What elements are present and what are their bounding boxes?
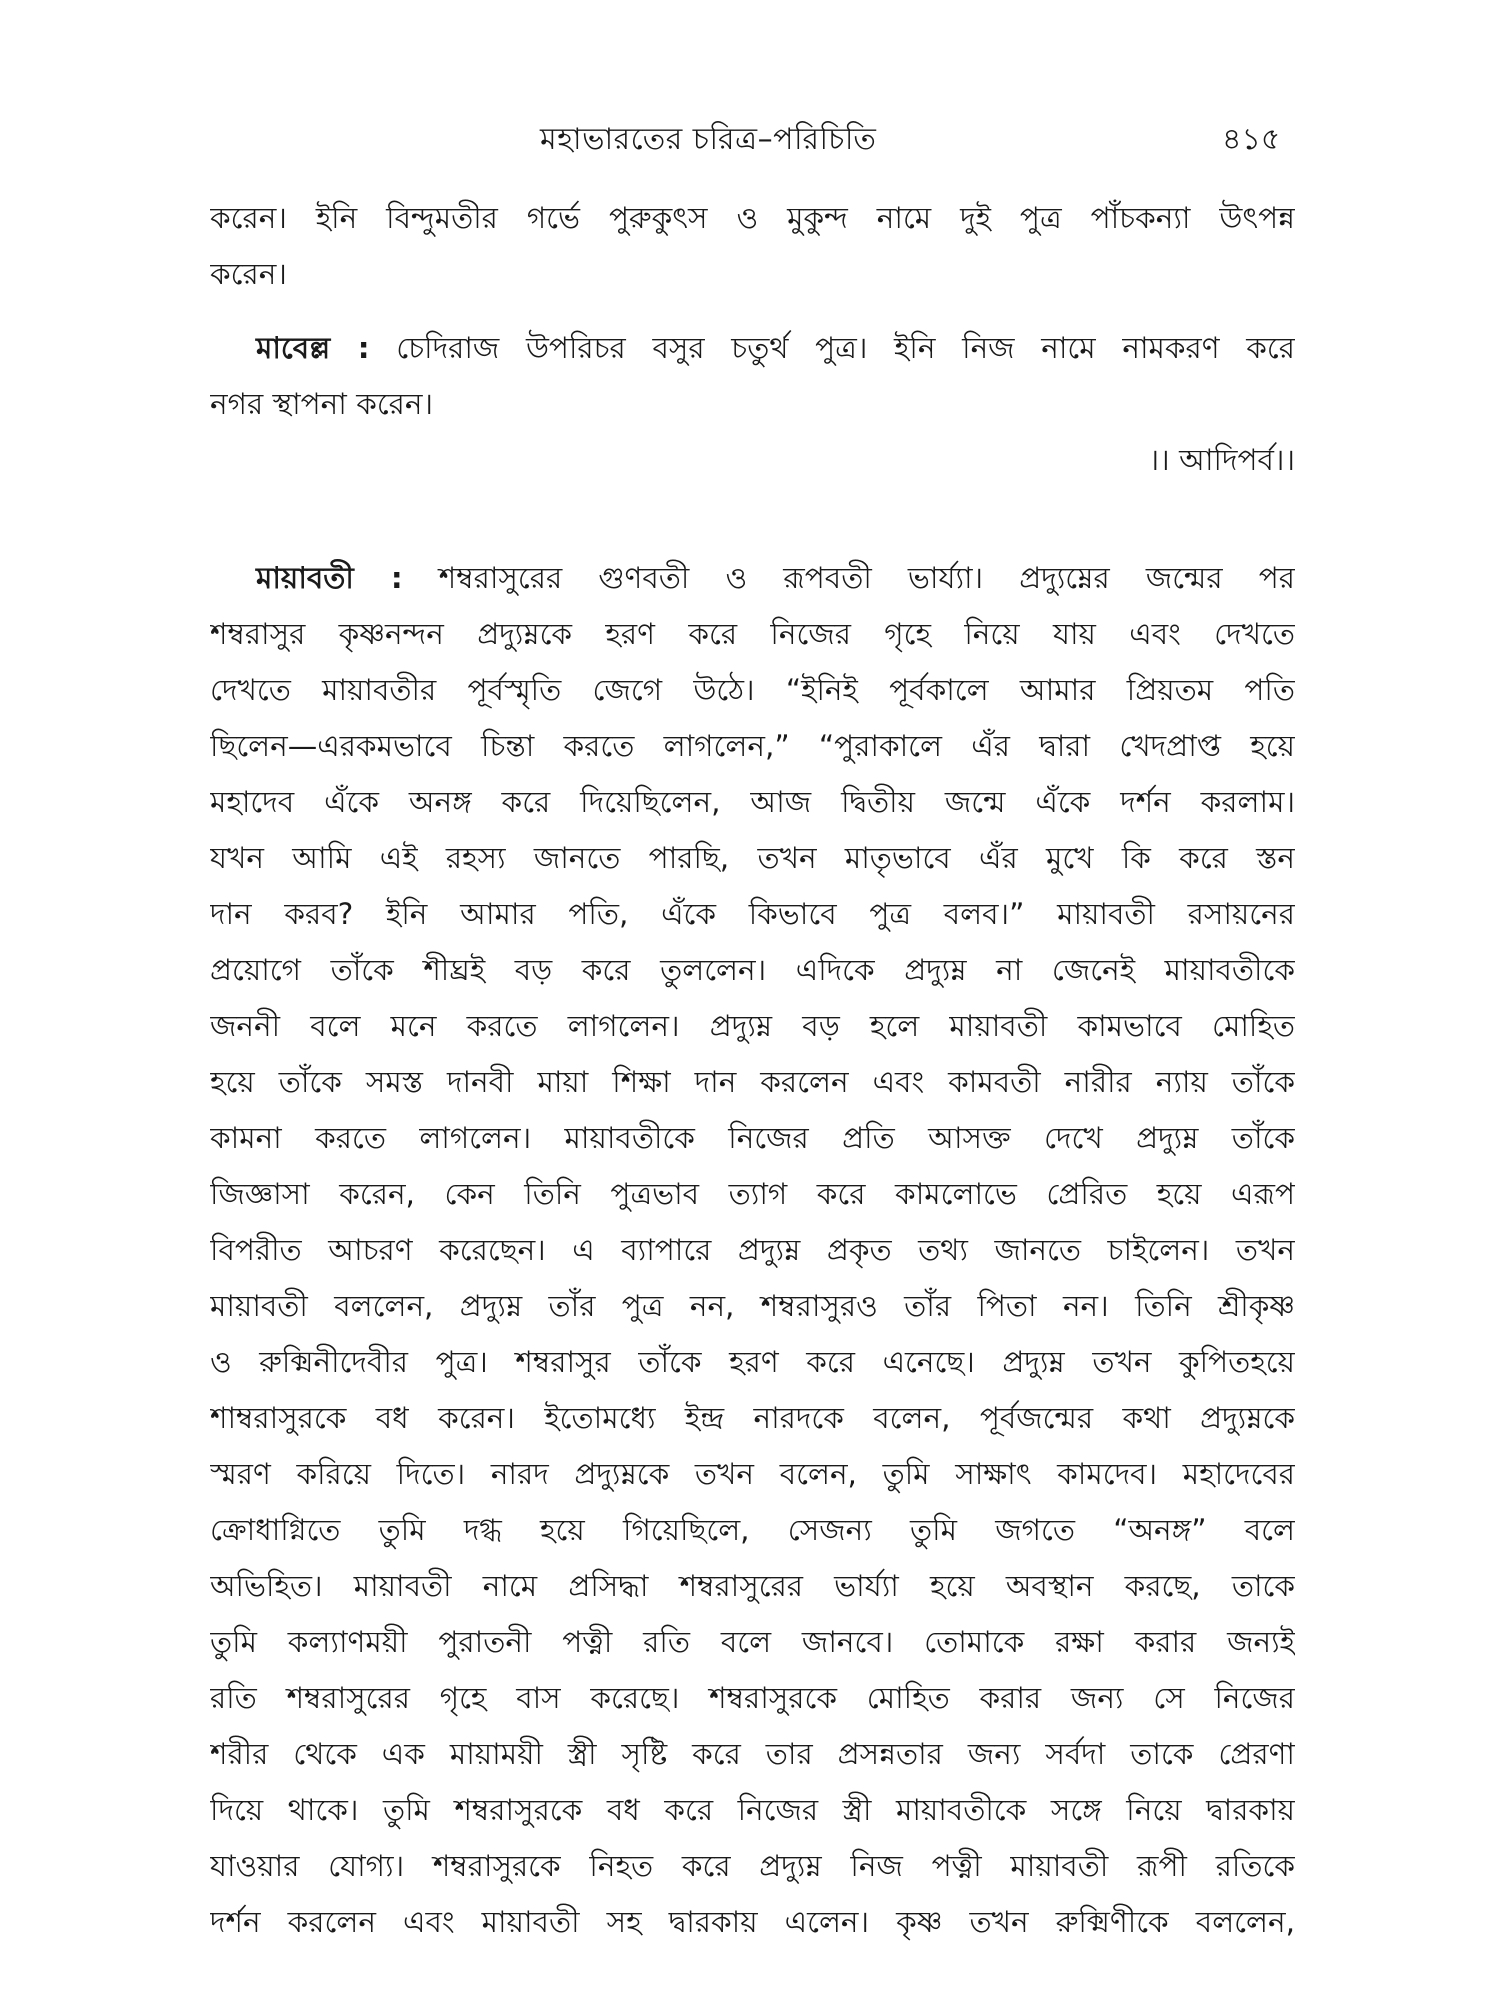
text-line: করেন। ইনি বিন্দুমতীর গর্ভে পুরুকুৎস ও মুকুন্দ নামে দুই পুত্র পাঁচকন্যা উৎপন্ন xyxy=(210,201,1295,235)
text-line: জননী বলে মনে করতে লাগলেন। প্রদ্যুম্ন বড় হলে মায়াবতী কামভাবে মোহিত xyxy=(210,1009,1295,1043)
text-line: শম্বরাসুরের গুণবতী ও রূপবতী ভার্য্যা। প্রদ্যুম্নের জন্মের পর xyxy=(402,561,1295,595)
source-citation: ।। আদিপর্ব।। xyxy=(1148,443,1295,477)
running-title: মহাভারতের চরিত্র–পরিচিতি xyxy=(540,122,877,157)
text-line: বিপরীত আচরণ করেছেন। এ ব্যাপারে প্রদ্যুম্ন প্রকৃত তথ্য জানতে চাইলেন। তখন xyxy=(210,1233,1295,1267)
text-line: করেন। xyxy=(210,257,287,291)
text-line: চেদিরাজ উপরিচর বসুর চতুর্থ পুত্র। ইনি নিজ নামে নামকরণ করে xyxy=(369,331,1295,365)
text-line: শাম্বরাসুরকে বধ করেন। ইতোমধ্যে ইন্দ্র নারদকে বলেন, পূর্বজন্মের কথা প্রদ্যুম্নকে xyxy=(210,1401,1295,1435)
text-line: যাওয়ার যোগ্য। শম্বরাসুরকে নিহত করে প্রদ্যুম্ন নিজ পত্নী মায়াবতী রূপী রতিকে xyxy=(210,1849,1295,1883)
text-line: জিজ্ঞাসা করেন, কেন তিনি পুত্রভাব ত্যাগ করে কামলোভে প্রেরিত হয়ে এরূপ xyxy=(210,1177,1295,1211)
page-body xyxy=(210,190,1295,1950)
text-line: দর্শন করলেন এবং মায়াবতী সহ দ্বারকায় এলেন। কৃষ্ণ তখন রুক্মিণীকে বললেন, xyxy=(210,1905,1295,1939)
text-line: যখন আমি এই রহস্য জানতে পারছি, তখন মাতৃভাবে এঁর মুখে কি করে স্তন xyxy=(210,841,1295,875)
text-line: নগর স্থাপনা করেন। xyxy=(210,387,434,421)
continued-paragraph xyxy=(210,190,1295,302)
text-line: অভিহিত। মায়াবতী নামে প্রসিদ্ধা শম্বরাসুরের ভার্য্যা হয়ে অবস্থান করছে, তাকে xyxy=(210,1569,1295,1603)
entry-term: মায়াবতী : xyxy=(256,561,403,595)
text-line: দিয়ে থাকে। তুমি শম্বরাসুরকে বধ করে নিজের স্ত্রী মায়াবতীকে সঙ্গে নিয়ে দ্বারকায় xyxy=(210,1793,1295,1827)
text-line: মায়াবতী বললেন, প্রদ্যুম্ন তাঁর পুত্র নন, শম্বরাসুরও তাঁর পিতা নন। তিনি শ্রীকৃষ্ণ xyxy=(210,1289,1295,1323)
text-line: তুমি কল্যাণময়ী পুরাতনী পত্নী রতি বলে জানবে। তোমাকে রক্ষা করার জন্যই xyxy=(210,1625,1295,1659)
page-number: ৪১৫ xyxy=(1222,122,1281,157)
entry-first-line xyxy=(210,550,1295,606)
entry-term: মাবেল্ল : xyxy=(256,331,370,365)
text-line: ছিলেন—এরকমভাবে চিন্তা করতে লাগলেন,” “পুরাকালে এঁর দ্বারা খেদপ্রাপ্ত হয়ে xyxy=(210,729,1295,763)
text-line: রতি শম্বরাসুরের গৃহে বাস করেছে। শম্বরাসুরকে মোহিত করার জন্য সে নিজের xyxy=(210,1681,1295,1715)
text-line: দান করব? ইনি আমার পতি, এঁকে কিভাবে পুত্র বলব।” মায়াবতী রসায়নের xyxy=(210,897,1295,931)
text-line: শরীর থেকে এক মায়াময়ী স্ত্রী সৃষ্টি করে তার প্রসন্নতার জন্য সর্বদা তাকে প্রেরণা xyxy=(210,1737,1295,1771)
text-line: শম্বরাসুর কৃষ্ণনন্দন প্রদ্যুম্নকে হরণ করে নিজের গৃহে নিয়ে যায় এবং দেখতে xyxy=(210,617,1295,651)
text-line: প্রয়োগে তাঁকে শীঘ্রই বড় করে তুললেন। এদিকে প্রদ্যুম্ন না জেনেই মায়াবতীকে xyxy=(210,953,1295,987)
text-line: মহাদেব এঁকে অনঙ্গ করে দিয়েছিলেন, আজ দ্বিতীয় জন্মে এঁকে দর্শন করলাম। xyxy=(210,785,1295,819)
entry-mayavati xyxy=(210,550,1295,1950)
text-line: স্মরণ করিয়ে দিতে। নারদ প্রদ্যুম্নকে তখন বলেন, তুমি সাক্ষাৎ কামদেব। মহাদেবের xyxy=(210,1457,1295,1491)
running-header xyxy=(0,118,1500,162)
text-line: ও রুক্মিনীদেবীর পুত্র। শম্বরাসুর তাঁকে হরণ করে এনেছে। প্রদ্যুম্ন তখন কুপিতহয়ে xyxy=(210,1345,1295,1379)
entry-mabellya xyxy=(210,320,1295,488)
text-line: দেখতে মায়াবতীর পূর্বস্মৃতি জেগে উঠে। “ইনিই পূর্বকালে আমার প্রিয়তম পতি xyxy=(210,673,1295,707)
text-line: হয়ে তাঁকে সমস্ত দানবী মায়া শিক্ষা দান করলেন এবং কামবতী নারীর ন্যায় তাঁকে xyxy=(210,1065,1295,1099)
entry-first-line xyxy=(210,320,1295,376)
text-line: কামনা করতে লাগলেন। মায়াবতীকে নিজের প্রতি আসক্ত দেখে প্রদ্যুম্ন তাঁকে xyxy=(210,1121,1295,1155)
text-line: ক্রোধাগ্নিতে তুমি দগ্ধ হয়ে গিয়েছিলে, সেজন্য তুমি জগতে “অনঙ্গ” বলে xyxy=(210,1513,1295,1547)
